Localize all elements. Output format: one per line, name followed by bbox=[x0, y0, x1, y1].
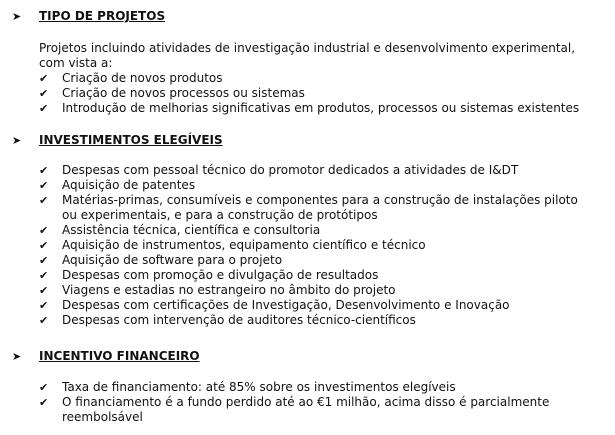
checkmark-icon: ✔ bbox=[39, 254, 49, 267]
list-item: ✔ Taxa de financiamento: até 85% sobre os investimentos elegíveis bbox=[39, 380, 456, 394]
list-item: ✔ Assistência técnica, científica e consultoria bbox=[39, 223, 321, 237]
list-item: ✔ Despesas com intervenção de auditores técnico-científicos bbox=[39, 313, 416, 327]
list-item: ✔ Despesas com pessoal técnico do promotor dedicados a atividades de I&DT bbox=[39, 163, 519, 177]
checkmark-icon: ✔ bbox=[39, 87, 49, 100]
list-item: ✔ Introdução de melhorias significativas em produtos, processos ou sistemas existentes bbox=[39, 101, 580, 115]
section-title: INVESTIMENTOS ELEGÍVEIS bbox=[39, 133, 223, 147]
checkmark-icon: ✔ bbox=[39, 381, 49, 394]
checkmark-icon: ✔ bbox=[39, 284, 49, 297]
list-item: ✔ O financiamento é a fundo perdido até ao €1 milhão, acima disso é parcialmente reembolsável bbox=[39, 395, 550, 424]
checkmark-icon: ✔ bbox=[39, 314, 49, 327]
list-investimentos-elegiveis bbox=[0, 163, 587, 328]
section-title: TIPO DE PROJETOS bbox=[39, 9, 166, 23]
arrow-bullet-icon: ➤ bbox=[12, 10, 22, 23]
list-item: ✔ Matérias-primas, consumíveis e componentes para a construção de instalações piloto ou experimentais, e para a construção de protótipos bbox=[39, 193, 578, 222]
checkmark-icon: ✔ bbox=[39, 179, 49, 192]
checkmark-icon: ✔ bbox=[39, 224, 49, 237]
checkmark-icon: ✔ bbox=[39, 164, 49, 177]
list-item: ✔ Viagens e estadias no estrangeiro no âmbito do projeto bbox=[39, 283, 396, 297]
list-item: ✔ Criação de novos produtos bbox=[39, 71, 223, 85]
checkmark-icon: ✔ bbox=[39, 102, 49, 115]
checkmark-icon: ✔ bbox=[39, 72, 49, 85]
list-item: ✔ Aquisição de instrumentos, equipamento científico e técnico bbox=[39, 238, 426, 252]
list-item: ✔ Despesas com promoção e divulgação de resultados bbox=[39, 268, 379, 282]
arrow-bullet-icon: ➤ bbox=[12, 350, 22, 363]
section-title: INCENTIVO FINANCEIRO bbox=[39, 349, 200, 363]
arrow-bullet-icon: ➤ bbox=[12, 134, 22, 147]
section-intro: Projetos incluindo atividades de investigação industrial e desenvolvimento experimental, com vista a: bbox=[39, 41, 576, 70]
checkmark-icon: ✔ bbox=[39, 194, 49, 207]
list-item: ✔ Aquisição de patentes bbox=[39, 178, 196, 192]
list-tipo-de-projetos bbox=[0, 71, 587, 116]
checkmark-icon: ✔ bbox=[39, 239, 49, 252]
list-incentivo-financeiro bbox=[0, 380, 587, 425]
list-item: ✔ Despesas com certificações de Investigação, Desenvolvimento e Inovação bbox=[39, 298, 510, 312]
checkmark-icon: ✔ bbox=[39, 299, 49, 312]
list-item: ✔ Criação de novos processos ou sistemas bbox=[39, 86, 305, 100]
list-item: ✔ Aquisição de software para o projeto bbox=[39, 253, 283, 267]
checkmark-icon: ✔ bbox=[39, 396, 49, 409]
checkmark-icon: ✔ bbox=[39, 269, 49, 282]
